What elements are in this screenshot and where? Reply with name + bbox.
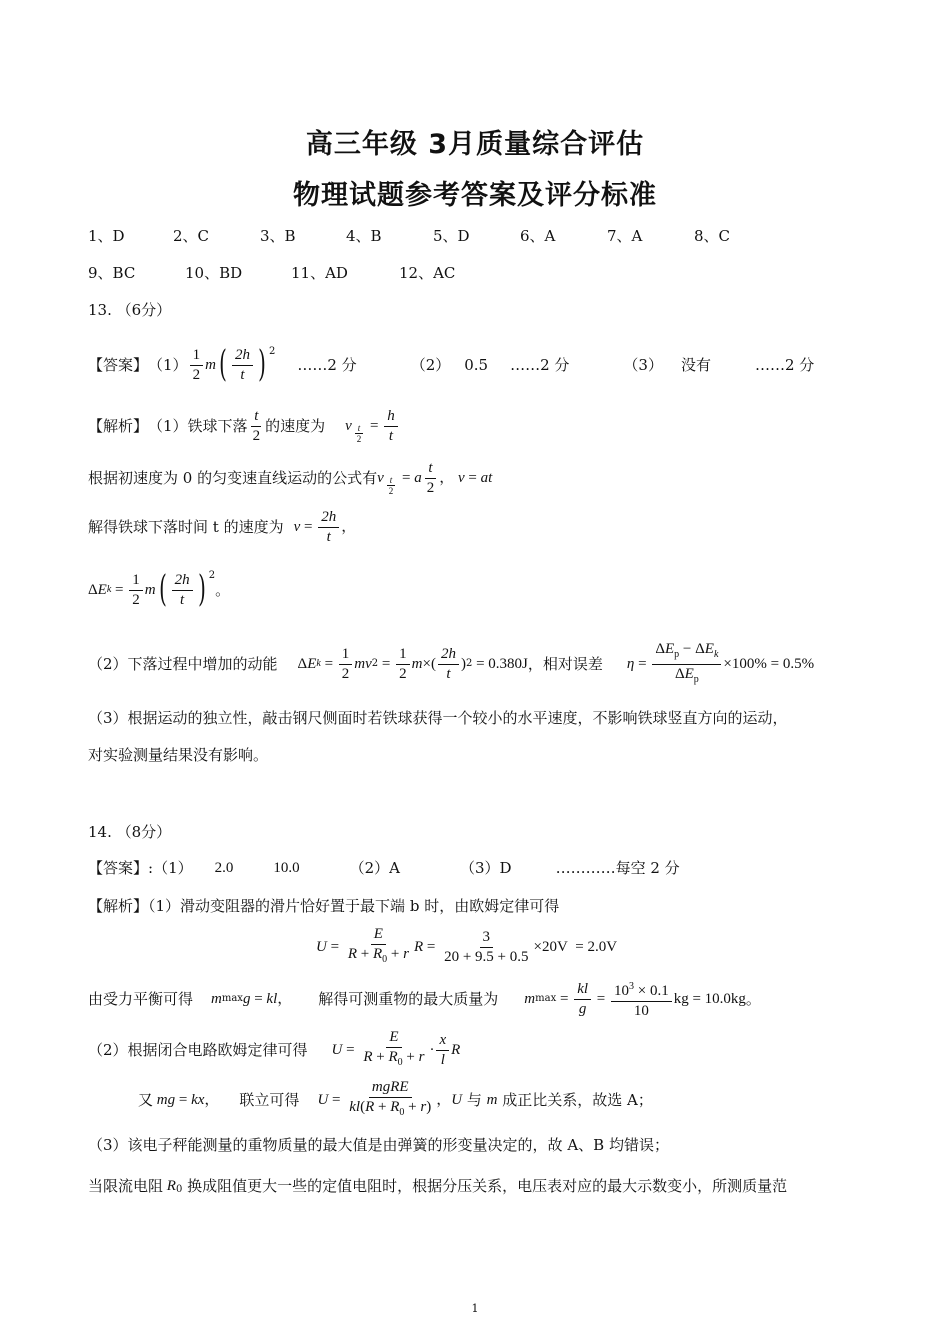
explain-text: （1）滑动变阻器的滑片恰好置于最下端 b 时，由欧姆定律可得 [148, 897, 560, 915]
mc-answer: 11、AD [291, 264, 348, 282]
answer-value: 10.0 [273, 860, 300, 876]
mc-answer: 3、B [260, 227, 296, 245]
formula-2h-t: $\frac{2h}{t}$ [232, 346, 253, 385]
mc-answer: 9、BC [88, 264, 136, 282]
answer-part-1: （1） [148, 356, 188, 374]
q14-explain-1 [88, 896, 559, 916]
score: …………每空 2 分 [555, 859, 680, 877]
explain-text: 又 [138, 1091, 154, 1109]
explain-text: 联立可得 [239, 1091, 300, 1109]
q13-explain-3: 解得铁球下落时间 t 的速度为 v = $\frac{2h}{t}$ ， [88, 508, 357, 545]
score: ……2 分 [297, 356, 357, 374]
score: ……2 分 [754, 356, 815, 374]
mc-answer: 10、BD [185, 264, 243, 282]
explain-text: 成正比关系，故选 A； [502, 1091, 653, 1109]
q13-explain-6: （3）根据运动的独立性，敲击钢尺侧面时若铁球获得一个较小的水平速度，不影响铁球竖直方向的运动， [88, 709, 788, 727]
q13-explain-5: （2）下落过程中增加的动能 Δ E k = $\frac{1}{2}$ mv 2 = $\frac{1}{2}$ m ×( $\frac{2h}{t}$ ) 2 = 0.380J ，相对误差 η = $\frac{\Delta E_p - \Delta E_k}{\Delta E_p}$ ×100% = 0.5% [88, 640, 815, 685]
mc-answer: 2、C [173, 227, 210, 245]
formula-half: $\frac{1}{2}$ [190, 346, 204, 385]
mc-answer: 8、C [694, 227, 731, 245]
answer-part-2: （2）A [349, 859, 400, 877]
explain-text: ，相对误差 [527, 655, 603, 673]
score: ……2 分 [510, 356, 570, 374]
q14-answer [88, 858, 680, 878]
mc-answer: 7、A [607, 227, 643, 245]
q14-explain-3: （2）根据闭合电路欧姆定律可得 U = $\frac{E}{R + R_0 + r}$ · $\frac{x}{l}$ R [88, 1029, 461, 1068]
q13-heading: 13. （6分） [88, 301, 172, 319]
answer-part-1: （1） [153, 859, 193, 877]
explain-label: 【解析】 [88, 897, 149, 915]
mc-answer: 1、D [88, 227, 125, 245]
q13-explain-7: 对实验测量结果没有影响。 [88, 746, 269, 764]
answer-part-2: （2） [410, 356, 451, 374]
explain-text: （2）根据闭合电路欧姆定律可得 [88, 1041, 308, 1059]
q13-answer: 【答案】 （1） $\frac{1}{2}$ m ( $\frac{2h}{t}$ ) $^2$ ……2 分 （2） 0.5 ……2 分 （3） 没有 ……2 分 [88, 344, 815, 385]
mc-answer: 4、B [346, 227, 382, 245]
formula-value: 10.0kg [704, 991, 746, 1007]
mc-answer: 6、A [520, 227, 556, 245]
q14-heading: 14. （8分） [88, 823, 172, 841]
explain-text: 解得铁球下落时间 t 的速度为 [88, 518, 284, 536]
explain-text: 解得可测重物的最大质量为 [318, 990, 499, 1008]
formula-value: 2.0V [587, 939, 618, 955]
formula-value: 0.5% [782, 656, 815, 672]
q14-formula-u: U = $\frac{E}{R + R_0 + r}$ R = $\frac{3}{20 + 9.5 + 0.5}$ ×20V = 2.0V [316, 926, 618, 965]
answer-value: 2.0 [214, 860, 234, 876]
q14-explain-5: （3）该电子秤能测量的重物质量的最大值是由弹簧的形变量决定的，故 A、B 均错误； [88, 1136, 669, 1154]
explain-text: 根据初速度为 0 的匀变速直线运动的公式有 [88, 469, 378, 487]
answer-label: 【答案】: [88, 859, 154, 877]
answer-value: 0.5 [464, 356, 489, 374]
q13-explain-4: Δ E k = $\frac{1}{2}$ m ( $\frac{2h}{t}$ ) $^2$ 。 [88, 569, 231, 610]
mc-answer: 5、D [433, 227, 470, 245]
explain-text: 。 [215, 581, 231, 599]
answer-part-3: （3）D [460, 859, 512, 877]
explain-text: （1）铁球下落 [148, 417, 248, 435]
page-title: 高三年级 3月质量综合评估 [305, 129, 645, 160]
q14-explain-4: 又 mg = kx ， 联立可得 U = $\frac{\text{mgRE}}{kl(R + R_0 + r)}$ ， U 与 m 成正比关系，故选 A； [138, 1079, 653, 1118]
page-number: 1 [471, 1302, 479, 1315]
q14-explain-6: 当限流电阻 R $_0$ 换成阻值更大一些的定值电阻时，根据分压关系，电压表对应的最大示数变小，所测质量范 [88, 1177, 788, 1195]
explain-text: （2）下落过程中增加的动能 [88, 655, 278, 673]
explain-label: 【解析】 [88, 417, 149, 435]
explain-text: 换成阻值更大一些的定值电阻时，根据分压关系，电压表对应的最大示数变小，所测质量范 [187, 1177, 788, 1195]
page-subtitle: 物理试题参考答案及评分标准 [293, 180, 657, 211]
explain-text: 由受力平衡可得 [88, 990, 194, 1008]
answer-value: 没有 [680, 356, 711, 374]
answer-label: 【答案】 [88, 356, 149, 374]
q13-explain-2: 根据初速度为 0 的匀变速直线运动的公式有 v $_{\frac{t}{2}}$ = a $\frac{t}{2}$ ， v = at [88, 459, 493, 496]
mc-answer: 12、AC [399, 264, 456, 282]
q14-explain-2: 由受力平衡可得 m max g = kl ， 解得可测重物的最大质量为 m max = $\frac{kl}{g}$ = $\frac{10^3 \times 0.1}{10}$ kg = 10.0kg 。 [88, 977, 761, 1021]
formula-value: 0.380J [488, 656, 528, 672]
explain-text: 的速度为 [265, 417, 326, 435]
q13-explain-1: 【解析】 （1）铁球下落 $\frac{t}{2}$ 的速度为 v $_{\frac{t}{2}}$ = $\frac{h}{t}$ [88, 404, 400, 448]
explain-text: 当限流电阻 [88, 1177, 164, 1195]
answer-part-3: （3） [623, 356, 663, 374]
